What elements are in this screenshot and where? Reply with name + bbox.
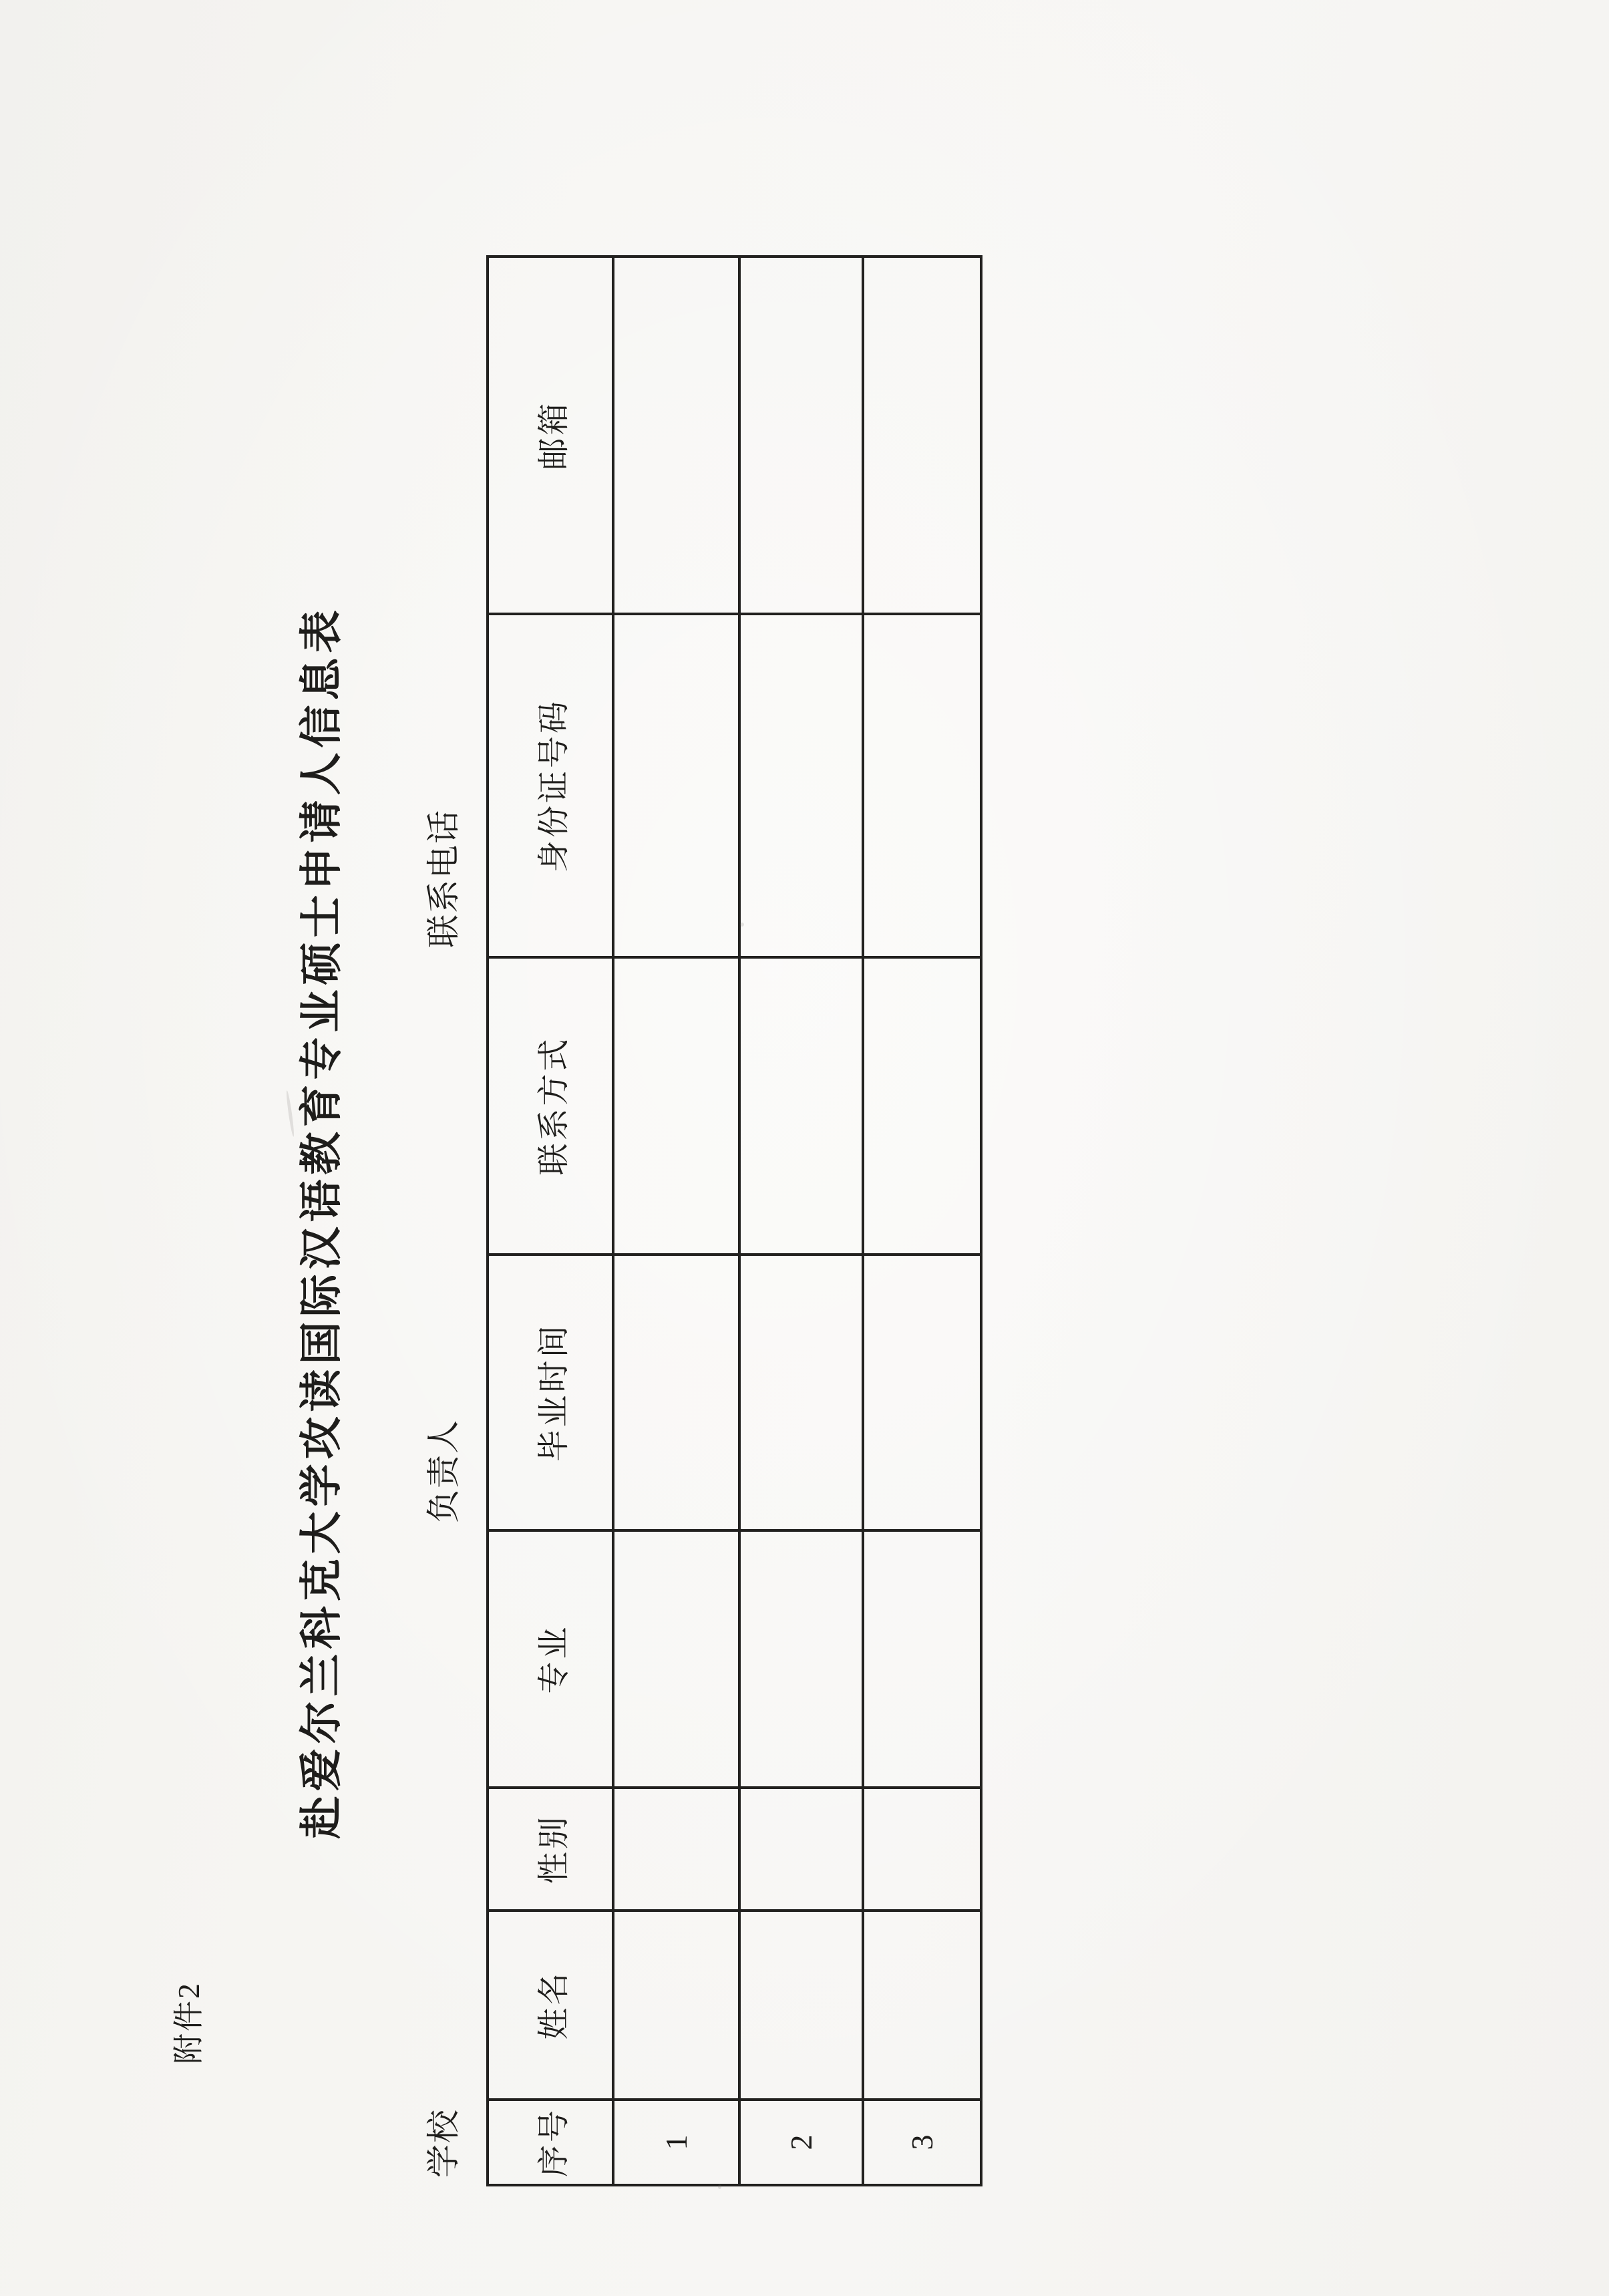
empty-cell [739,1255,863,1530]
empty-cell [613,1911,739,2100]
empty-cell [739,1530,863,1788]
form-title: 赴爱尔兰科克大学攻读国际汉语教育专业硕士申请人信息表 [298,605,345,1839]
column-header-email: 邮箱 [488,257,613,614]
empty-cell [613,614,739,957]
empty-cell [863,1530,981,1788]
empty-cell [863,257,981,614]
empty-cell [739,257,863,614]
empty-cell [739,957,863,1255]
empty-cell [613,1788,739,1911]
column-header-major: 专业 [488,1530,613,1788]
empty-cell [613,1530,739,1788]
row-number-cell: 2 [739,2100,863,2185]
table-row [613,257,739,2185]
empty-cell [739,614,863,957]
column-header-id-number: 身份证号码 [488,614,613,957]
empty-cell [613,957,739,1255]
column-header-gender: 性别 [488,1788,613,1911]
empty-cell [739,1911,863,2100]
supervisor-field-label: 负责人 [425,1419,462,1523]
scan-artifact [740,923,744,927]
empty-cell [739,1788,863,1911]
column-header-graduation-date: 毕业时间 [488,1255,613,1530]
empty-cell [863,1788,981,1911]
empty-cell [863,614,981,957]
empty-cell [613,257,739,614]
attachment-label: 附件2 [172,1981,206,2064]
column-header-name: 姓名 [488,1911,613,2100]
empty-cell [613,1255,739,1530]
empty-cell [863,1255,981,1530]
school-field-label: 学校 [425,2108,462,2178]
row-number-cell: 3 [863,2100,981,2185]
column-header-index: 序号 [488,2100,613,2185]
empty-cell [863,957,981,1255]
table-row [863,257,981,2185]
scan-artifact [718,2184,721,2189]
table-header-row [488,257,613,2185]
applicant-table [486,255,982,2186]
empty-cell [863,1911,981,2100]
column-header-contact: 联系方式 [488,957,613,1255]
phone-field-label: 联系电话 [425,809,462,948]
table-row [739,257,863,2185]
row-number-cell: 1 [613,2100,739,2185]
